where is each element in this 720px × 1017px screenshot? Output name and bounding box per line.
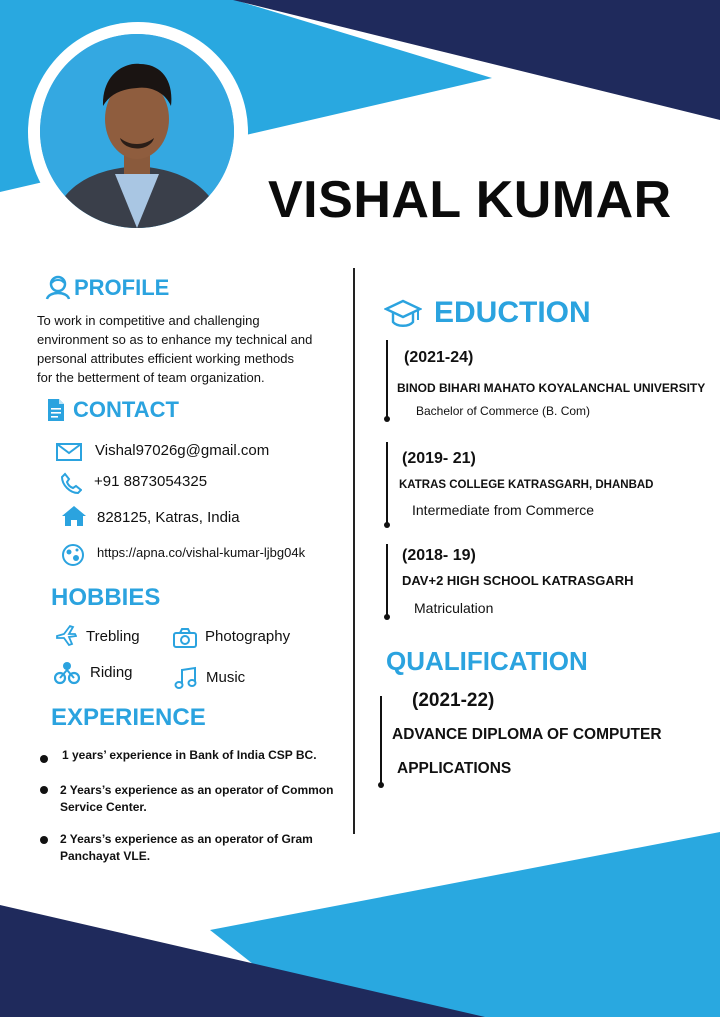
person-name: VISHAL KUMAR xyxy=(268,171,672,229)
user-icon xyxy=(45,274,71,300)
hobbies-heading: HOBBIES xyxy=(51,584,161,611)
profile-line: for the betterment of team organization. xyxy=(37,370,265,385)
music-note-icon xyxy=(174,666,198,690)
timeline-line xyxy=(386,442,388,524)
camera-icon xyxy=(172,626,198,650)
profile-line: personal attributes efficient working methods xyxy=(37,351,295,366)
profile-line: To work in competitive and challenging xyxy=(37,313,260,328)
contact-address: 828125, Katras, India xyxy=(97,509,240,526)
bike-icon xyxy=(54,660,80,686)
experience-item xyxy=(60,782,350,816)
mail-icon xyxy=(56,443,82,461)
profile-heading: PROFILE xyxy=(74,275,170,300)
graduation-cap-icon xyxy=(384,298,422,330)
experience-line: 2 Years’s experience as an operator of Common xyxy=(60,783,334,797)
hobby-riding: Riding xyxy=(90,664,133,681)
hobby-music: Music xyxy=(206,669,246,686)
education-heading: EDUCTION xyxy=(434,296,591,329)
document-icon xyxy=(46,398,66,422)
home-icon xyxy=(61,505,87,527)
contact-email[interactable]: Vishal97026g@gmail.com xyxy=(95,442,270,459)
phone-icon xyxy=(60,472,82,494)
timeline-dot xyxy=(384,614,390,620)
profile-line: environment so as to enhance my technical and xyxy=(37,332,313,347)
experience-item xyxy=(62,747,352,764)
contact-website[interactable]: https://apna.co/vishal-kumar-ljbg04k xyxy=(97,545,306,560)
education-institution: BINOD BIHARI MAHATO KOYALANCHAL UNIVERSITY xyxy=(397,381,706,395)
timeline-line xyxy=(380,696,382,784)
contact-phone[interactable]: +91 8873054325 xyxy=(94,473,208,490)
education-degree: Bachelor of Commerce (B. Com) xyxy=(416,404,591,418)
bullet-icon xyxy=(40,755,48,763)
experience-line: 1 years’ experience in Bank of India CSP BC. xyxy=(62,748,317,762)
education-years: (2018- 19) xyxy=(402,547,476,564)
qualification-heading: QUALIFICATION xyxy=(386,646,588,676)
hobby-trebling: Trebling xyxy=(86,628,140,645)
timeline-dot xyxy=(384,416,390,422)
timeline-dot xyxy=(378,782,384,788)
education-degree: Intermediate from Commerce xyxy=(412,502,595,518)
education-institution: KATRAS COLLEGE KATRASGARH, DHANBAD xyxy=(399,479,654,491)
timeline-line xyxy=(386,340,388,418)
bullet-icon xyxy=(40,836,48,844)
profile-summary xyxy=(37,311,337,387)
experience-heading: EXPERIENCE xyxy=(51,704,206,731)
timeline-dot xyxy=(384,522,390,528)
qualification-line: APPLICATIONS xyxy=(397,760,512,777)
profile-photo xyxy=(40,34,234,228)
education-years: (2021-24) xyxy=(404,349,474,366)
experience-line: Panchayat VLE. xyxy=(60,849,151,863)
experience-line: Service Center. xyxy=(60,800,147,814)
education-years: (2019- 21) xyxy=(402,450,476,467)
contact-heading: CONTACT xyxy=(73,397,179,422)
qualification-years: (2021-22) xyxy=(412,690,495,711)
experience-item xyxy=(60,831,350,865)
hobby-photography: Photography xyxy=(205,628,291,645)
education-degree: Matriculation xyxy=(414,600,494,616)
globe-icon xyxy=(61,543,85,567)
airplane-icon xyxy=(55,624,77,646)
education-institution: DAV+2 HIGH SCHOOL KATRASGARH xyxy=(402,573,634,588)
column-divider xyxy=(353,268,355,834)
timeline-line xyxy=(386,544,388,616)
experience-line: 2 Years’s experience as an operator of Gram xyxy=(60,832,313,846)
qualification-line: ADVANCE DIPLOMA OF COMPUTER xyxy=(392,726,662,743)
bullet-icon xyxy=(40,786,48,794)
